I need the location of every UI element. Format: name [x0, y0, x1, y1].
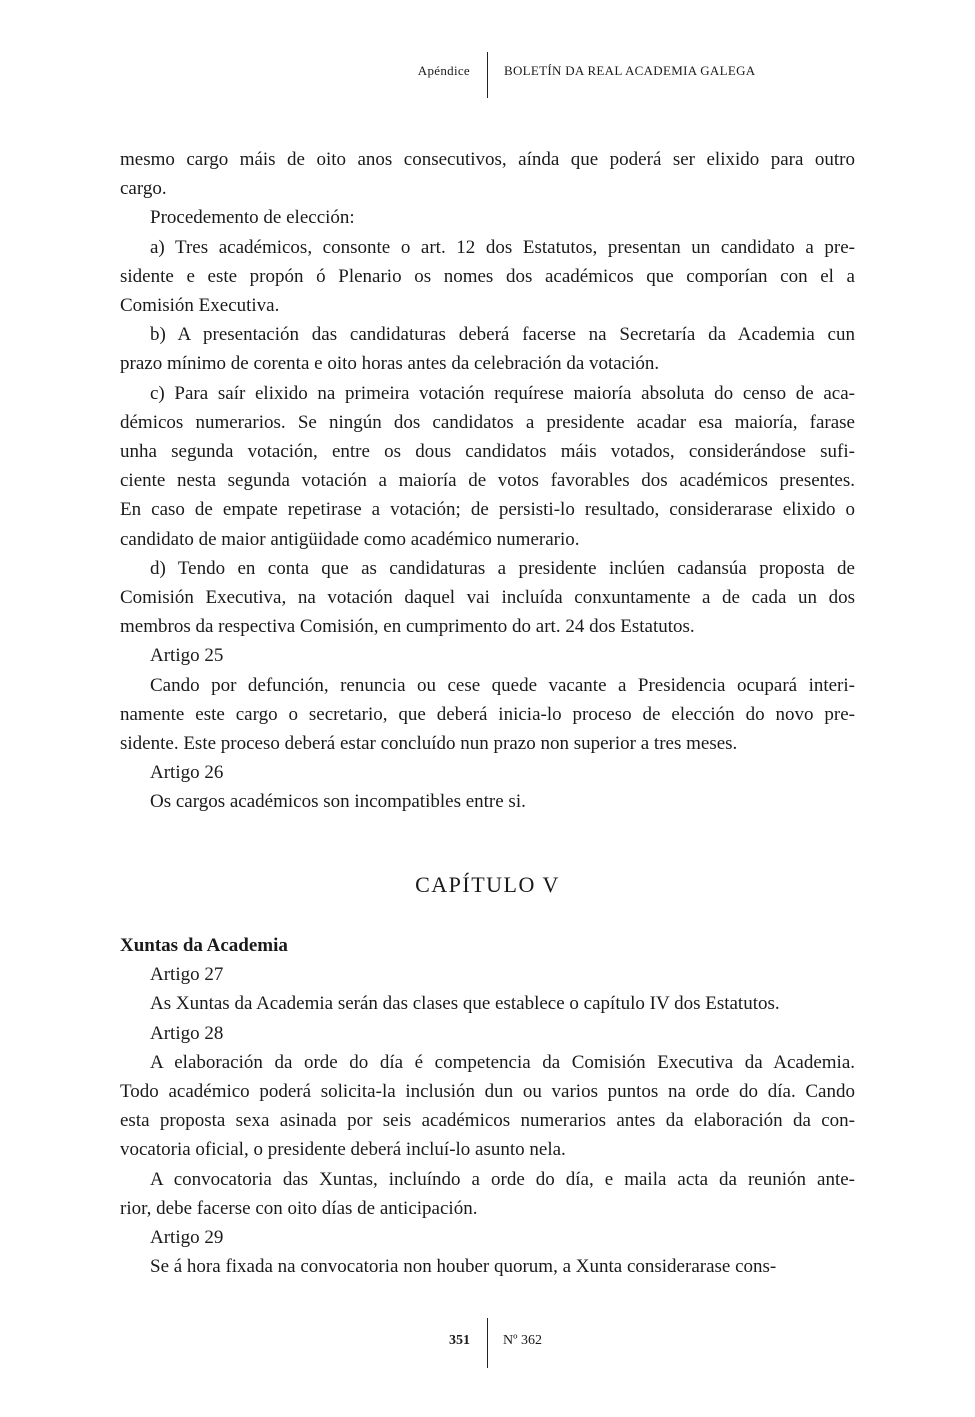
paragraph-line: Cando por defunción, renuncia ou cese quede vacante a Presidencia ocupará interi- [150, 674, 855, 696]
paragraph-line: c) Para saír elixido na primeira votación requírese maioría absoluta do censo de aca- [150, 382, 855, 404]
running-header-journal: BOLETÍN DA REAL ACADEMIA GALEGA [504, 63, 756, 78]
paragraph-line: candidato de maior antigüidade como académico numerario. [120, 528, 580, 550]
paragraph-line: A elaboración da orde do día é competencia da Comisión Executiva da Academia. [150, 1051, 855, 1073]
paragraph-line: membros da respectiva Comisión, en cumprimento do art. 24 dos Estatutos. [120, 616, 695, 638]
chapter-heading: CAPÍTULO V [415, 872, 560, 897]
paragraph-line: Artigo 27 [150, 964, 224, 986]
paragraph-line: As Xuntas da Academia serán das clases que establece o capítulo IV dos Estatutos. [150, 993, 780, 1015]
paragraph-line: namente este cargo o secretario, que deberá inicia-lo proceso de elección do novo pre- [120, 703, 855, 725]
body-text-block-1 [120, 145, 855, 817]
paragraph-line: prazo mínimo de corenta e oito horas antes da celebración da votación. [120, 353, 660, 375]
paragraph-line: Artigo 29 [150, 1227, 224, 1249]
running-header-section: Apéndice [417, 63, 470, 78]
paragraph-line: d) Tendo en conta que as candidaturas a presidente inclúen cadansúa proposta de [150, 557, 855, 579]
paragraph-line: vocatoria oficial, o presidente deberá incluí-lo asunto nela. [120, 1139, 566, 1161]
paragraph-line: démicos numerarios. Se ningún dos candidatos a presidente acadar esa maioría, farase [120, 411, 855, 433]
paragraph-line: En caso de empate repetirase a votación; de persisti-lo resultado, considerarase elixido o [120, 499, 855, 521]
paragraph-line: Comisión Executiva. [120, 295, 280, 317]
paragraph-line: Artigo 25 [150, 645, 224, 667]
page-number: 351 [449, 1333, 470, 1348]
paragraph-line: mesmo cargo máis de oito anos consecutivos, aínda que poderá ser elixido para outro [120, 149, 855, 170]
issue-number: Nº 362 [503, 1333, 542, 1348]
paragraph-line: esta proposta sexa asinada por seis académicos numerarios antes da elaboración da con- [120, 1110, 855, 1132]
body-text-block-2 [120, 931, 855, 1281]
paragraph-line: Artigo 28 [150, 1022, 224, 1044]
paragraph-line: b) A presentación das candidaturas deberá facerse na Secretaría da Academia cun [150, 324, 855, 346]
paragraph-line: Todo académico poderá solicita-la inclusión dun ou varios puntos na orde do día. Cando [120, 1081, 855, 1103]
paragraph-line: Se á hora fixada na convocatoria non houber quorum, a Xunta considerarase cons- [150, 1256, 777, 1278]
paragraph-line: A convocatoria das Xuntas, incluíndo a orde do día, e maila acta da reunión ante- [150, 1168, 855, 1190]
paragraph-line: Artigo 26 [150, 762, 224, 784]
paragraph-line: ciente nesta segunda votación a maioría de votos favorables dos académicos presentes. [120, 470, 855, 492]
paragraph-line: Os cargos académicos son incompatibles entre si. [150, 791, 526, 813]
paragraph-line: unha segunda votación, entre os dous candidatos máis votados, considerándose sufi- [120, 441, 855, 463]
section-heading: Xuntas da Academia [120, 935, 288, 956]
paragraph-line: sidente e este propón ó Plenario os nomes dos académicos que comporían con el a [120, 265, 855, 287]
paragraph-line: a) Tres académicos, consonte o art. 12 dos Estatutos, presentan un candidato a pre- [150, 236, 855, 258]
paragraph-line: rior, debe facerse con oito días de anticipación. [120, 1197, 478, 1219]
header-divider [487, 52, 488, 98]
paragraph-line: Procedemento de elección: [150, 207, 355, 229]
footer-divider [487, 1318, 488, 1368]
paragraph-line: Comisión Executiva, na votación daquel vai incluída conxuntamente a de cada un dos [120, 587, 855, 609]
paragraph-line: sidente. Este proceso deberá estar concluído nun prazo non superior a tres meses. [120, 733, 738, 755]
paragraph-line: cargo. [120, 178, 167, 200]
